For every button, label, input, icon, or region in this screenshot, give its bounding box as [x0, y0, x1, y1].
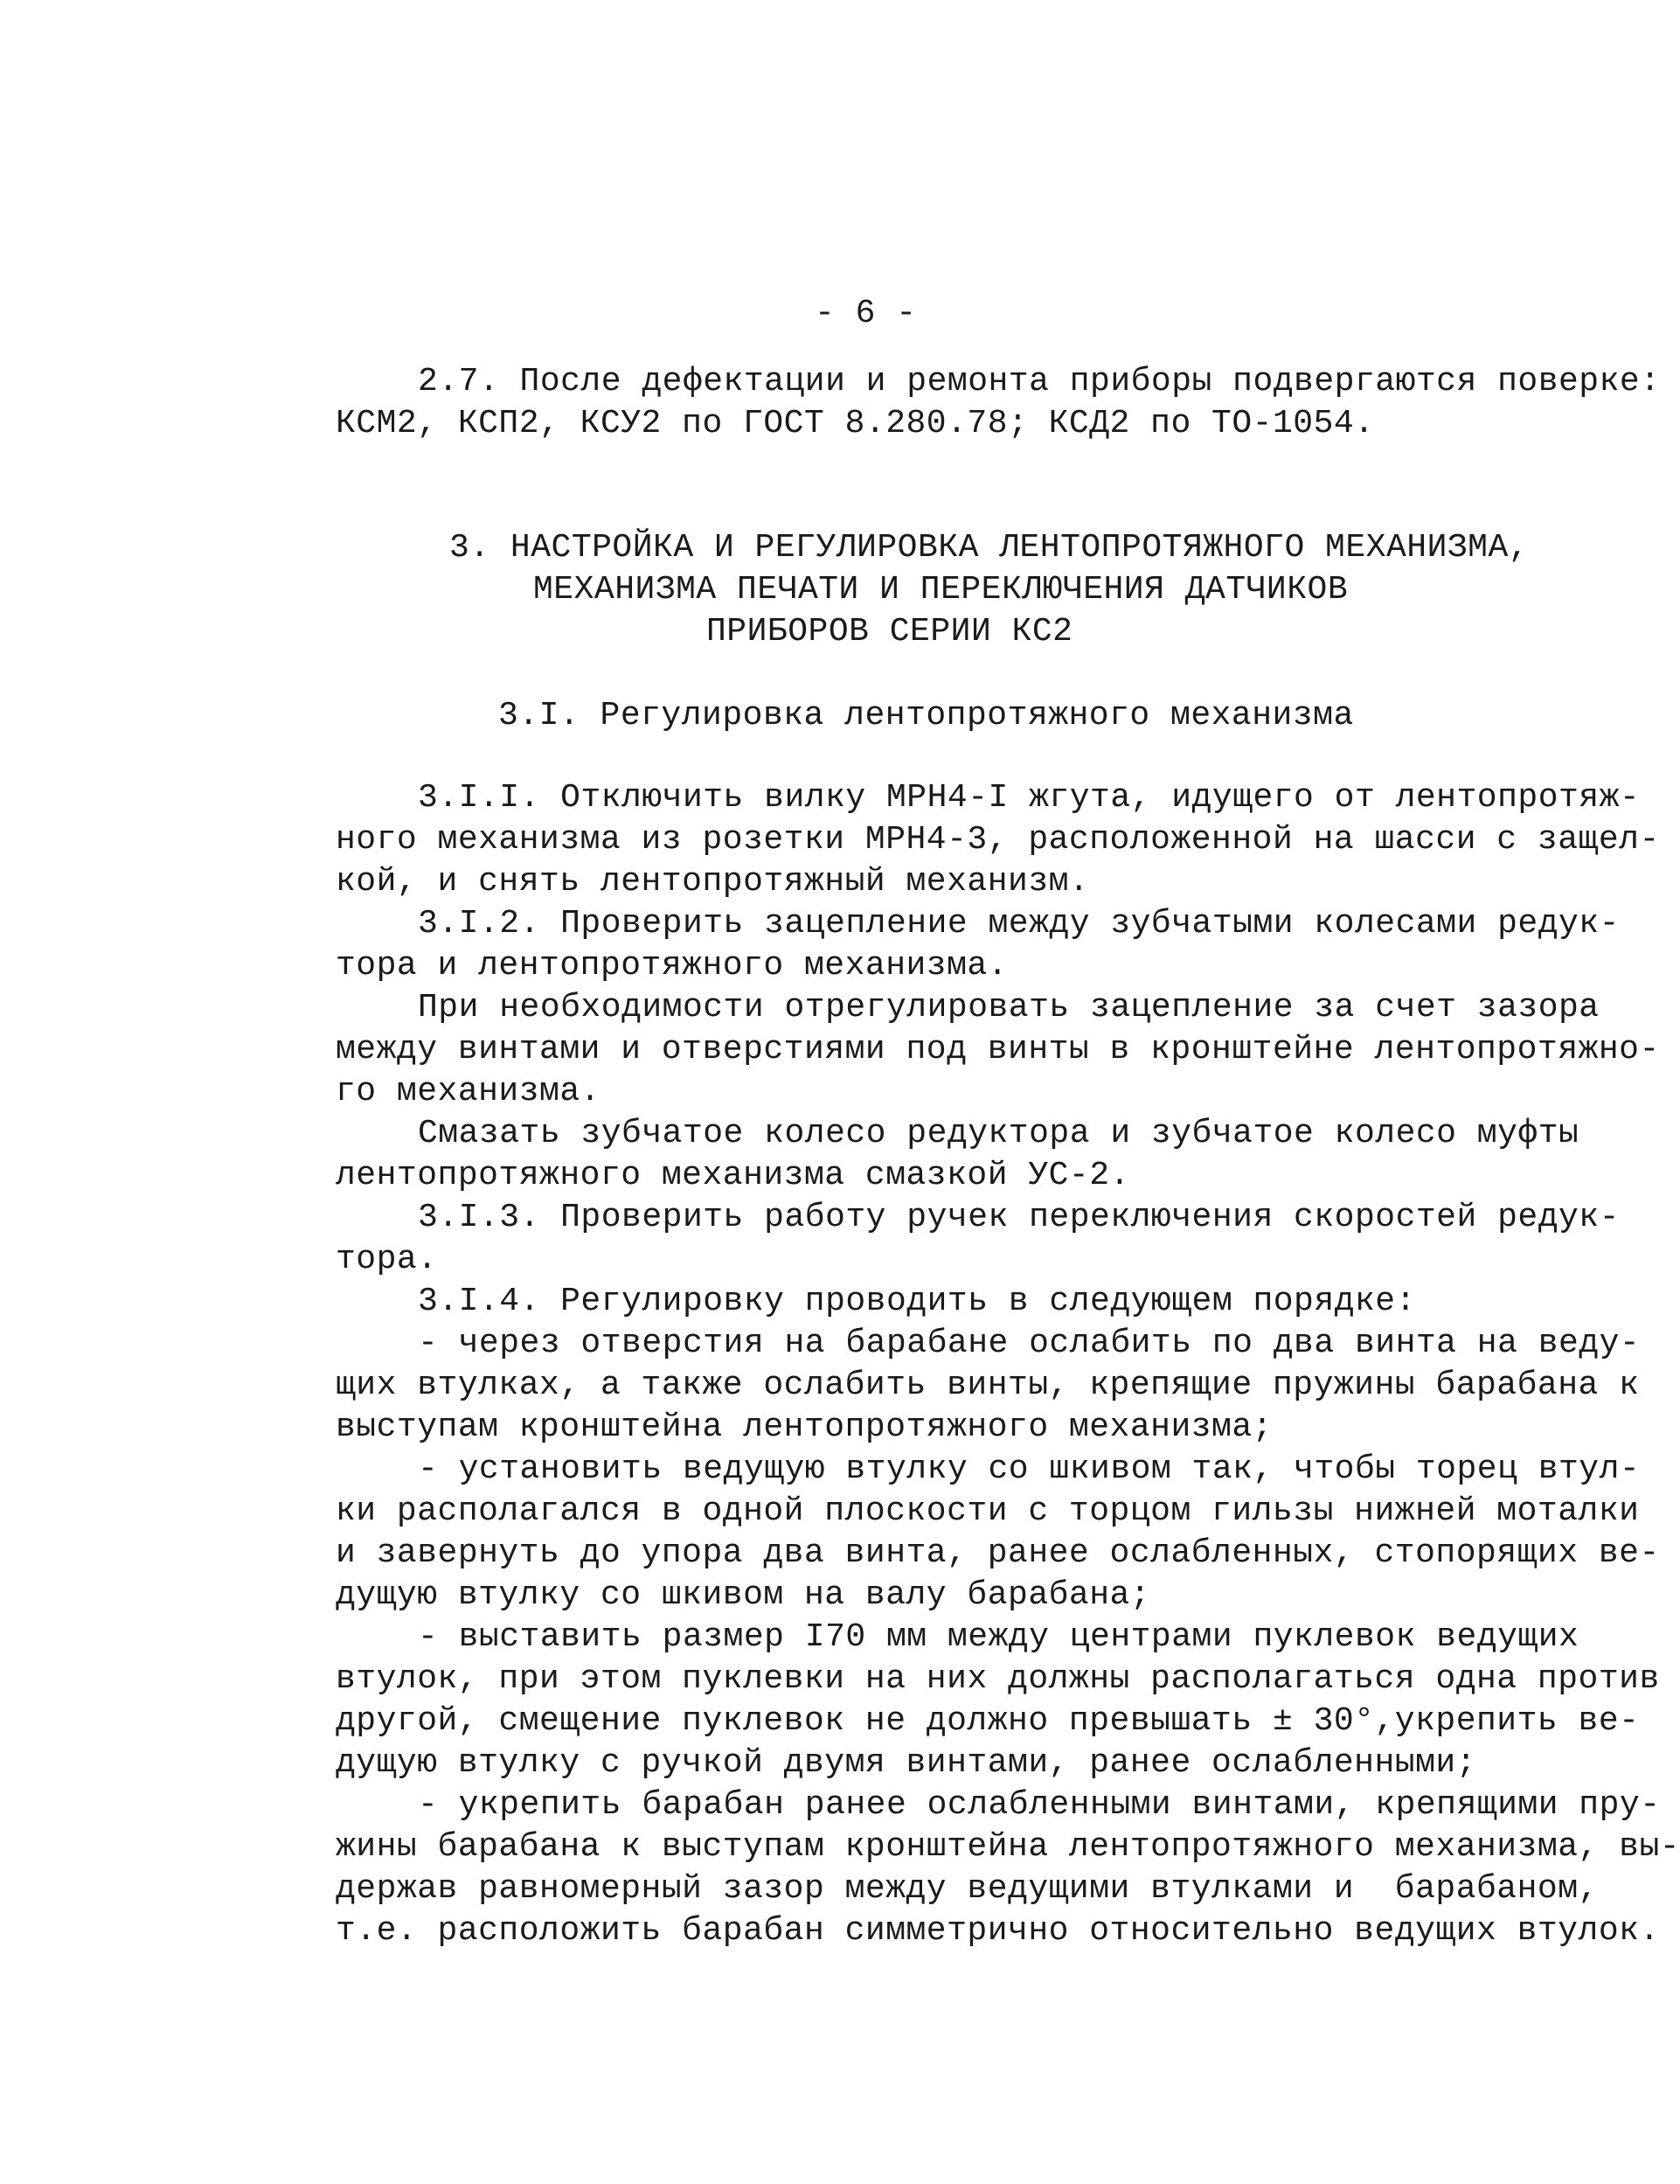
body-line: При необходимости отрегулировать зацепление за счет зазора — [418, 989, 1600, 1026]
section-3-heading-line-2: МЕХАНИЗМА ПЕЧАТИ И ПЕРЕКЛЮЧЕНИЯ ДАТЧИКОВ — [533, 571, 1349, 609]
section-3-heading-line-3: ПРИБОРОВ СЕРИИ КС2 — [706, 613, 1073, 650]
body-line: ного механизма из розетки МРН4-3, расположенной на шасси с защел- — [336, 821, 1660, 859]
body-line: - через отверстия на барабане ослабить по два винта на веду- — [418, 1325, 1641, 1362]
body-line: втулок, при этом пуклевки на них должны располагаться одна против — [336, 1660, 1660, 1698]
body-line: другой, смещение пуклевок не должно превышать ± 30°,укрепить ве- — [336, 1702, 1640, 1740]
body-line: - укрепить барабан ранее ослабленными винтами, крепящими пру- — [418, 1786, 1661, 1824]
body-line: 3.I.I. Отключить вилку МРН4-I жгута, идущего от лентопротяж- — [418, 779, 1641, 817]
body-line: тора. — [336, 1241, 438, 1278]
body-line: дущую втулку со шкивом на валу барабана; — [336, 1576, 1151, 1614]
body-line: го механизма. — [336, 1073, 600, 1110]
body-line: щих втулках, а также ослабить винты, крепящие пружины барабана к — [336, 1367, 1640, 1404]
subsection-3-1-heading: 3.I. Регулировка лентопротяжного механизма — [498, 697, 1354, 734]
body-line: жины барабана к выступам кронштейна лентопротяжного механизма, вы- — [336, 1828, 1680, 1866]
body-line: дущую втулку с ручкой двумя винтами, ранее ослабленными; — [336, 1744, 1477, 1782]
body-line: лентопротяжного механизма смазкой УС-2. — [336, 1157, 1130, 1194]
body-line: выступам кронштейна лентопротяжного механизма; — [336, 1408, 1273, 1446]
body-line: - выставить размер I70 мм между центрами пуклевок ведущих — [418, 1618, 1579, 1656]
body-line: т.е. расположить барабан симметрично относительно ведущих втулок. — [336, 1912, 1660, 1950]
body-line: Смазать зубчатое колесо редуктора и зубчатое колесо муфты — [418, 1115, 1579, 1152]
body-line: 3.I.2. Проверить зацепление между зубчатыми колесами редук- — [418, 905, 1620, 942]
body-line: 3.I.4. Регулировку проводить в следующем порядке: — [418, 1283, 1416, 1320]
section-2-7-line-1: 2.7. После дефектации и ремонта приборы подвергаются поверке: — [418, 363, 1661, 400]
section-2-7-line-2: КСМ2, КСП2, КСУ2 по ГОСТ 8.280.78; КСД2 по ТО-1054. — [336, 405, 1375, 442]
body-line: кой, и снять лентопротяжный механизм. — [336, 863, 1090, 901]
page-number: - 6 - — [815, 295, 917, 332]
body-line: ки располагался в одной плоскости с торцом гильзы нижней моталки — [336, 1492, 1640, 1530]
body-line: между винтами и отверстиями под винты в кронштейне лентопротяжно- — [336, 1031, 1660, 1068]
body-line: держав равномерный зазор между ведущими втулками и барабаном, — [336, 1870, 1599, 1908]
body-line: - установить ведущую втулку со шкивом так, чтобы торец втул- — [418, 1450, 1641, 1488]
body-line: 3.I.3. Проверить работу ручек переключения скоростей редук- — [418, 1199, 1620, 1236]
body-line: тора и лентопротяжного механизма. — [336, 947, 1009, 984]
section-3-heading-line-1: 3. НАСТРОЙКА И РЕГУЛИРОВКА ЛЕНТОПРОТЯЖНОГО МЕХАНИЗМА, — [449, 529, 1530, 567]
body-line: и завернуть до упора два винта, ранее ослабленных, стопорящих ве- — [336, 1534, 1660, 1572]
